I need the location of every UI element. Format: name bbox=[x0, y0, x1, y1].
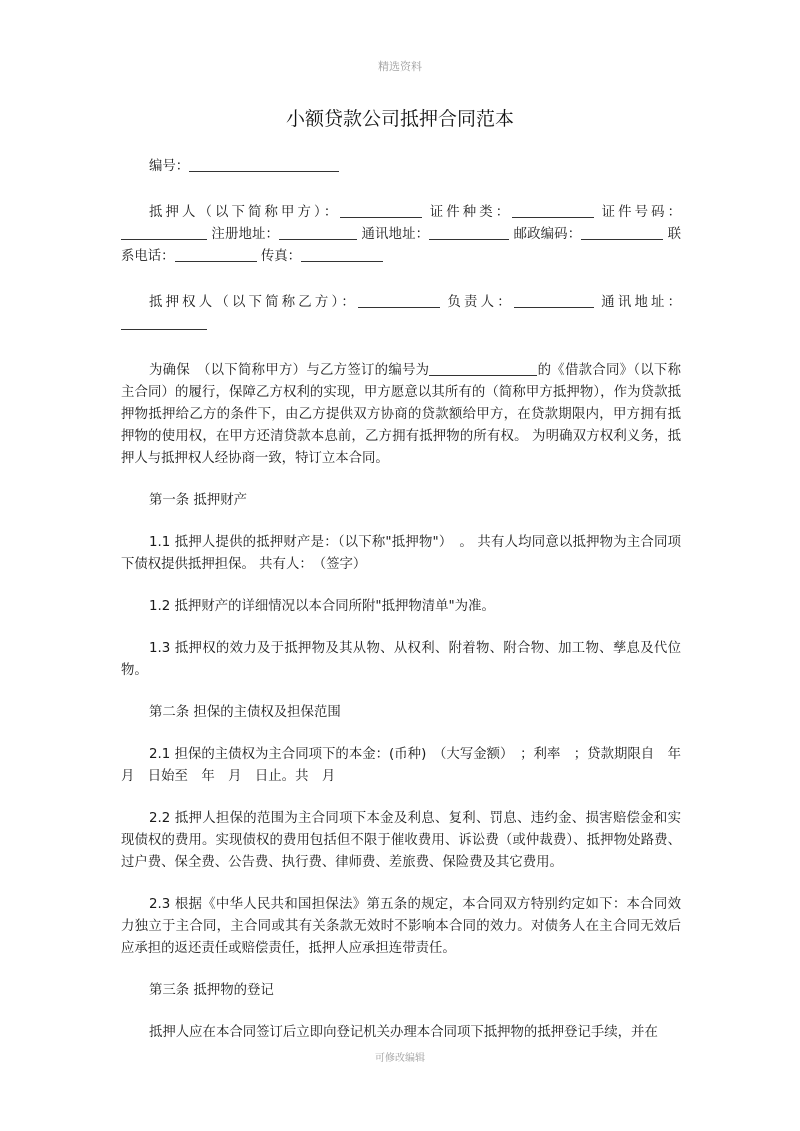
preamble-part-1: 为确保 （以下简称甲方）与乙方签订的编号为 bbox=[149, 363, 430, 378]
party-a-mail-addr-blank[interactable] bbox=[429, 225, 509, 240]
clause-2-2: 2.2 抵押人担保的范围为主合同项下本金及利息、复利、罚息、违约金、损害赔偿金和实现债权的费用。实现债权的费用包括但不限于催收费用、诉讼费（或仲裁费）、抵押物处路费、过户费、保全费、公告费、执行费、律师费、差旅费、保险费及其它费用。 bbox=[121, 811, 681, 870]
document-body bbox=[121, 156, 695, 1044]
article-1-heading: 第一条 抵押财产 bbox=[149, 493, 247, 508]
clause-1-1: 1.1 抵押人提供的抵押财产是：（以下称"抵押物"） 。 共有人均同意以抵押物为主合同项下债权提供抵押担保。 共有人： （签字） bbox=[121, 535, 681, 572]
party-a-id-type-label: 证件种类： bbox=[429, 205, 513, 220]
clause-1-2: 1.2 抵押财产的详细情况以本合同所附"抵押物清单"为准。 bbox=[149, 599, 495, 614]
main-contract-number-blank[interactable] bbox=[429, 361, 537, 376]
article-3-text: 抵押人应在本合同签订后立即向登记机关办理本合同项下抵押物的抵押登记手续，并在 bbox=[149, 1025, 658, 1040]
article-2-heading: 第二条 担保的主债权及担保范围 bbox=[149, 705, 341, 720]
party-b-block bbox=[121, 292, 681, 336]
article-3-heading: 第三条 抵押物的登记 bbox=[149, 983, 274, 998]
party-b-intro: 抵押权人（以下简称乙方）： bbox=[149, 295, 358, 310]
party-b-mail-addr-blank[interactable] bbox=[121, 315, 207, 330]
clause-2-1: 2.1 担保的主债权为主合同项下的本金：(币种) （大写金额） ；利率 ；贷款期限自 年 月 日始至 年 月 日止。共 月 bbox=[121, 747, 695, 784]
document-title: 小额贷款公司抵押合同范本 bbox=[285, 108, 514, 130]
party-a-name-blank[interactable] bbox=[340, 203, 422, 218]
contract-number-line bbox=[121, 156, 681, 178]
party-a-mail-addr-label: 通讯地址： bbox=[361, 227, 430, 242]
contract-number-blank[interactable] bbox=[189, 157, 339, 172]
party-a-fax-blank[interactable] bbox=[301, 247, 383, 262]
clause-2-3: 2.3 根据《中华人民共和国担保法》第五条的规定，本合同双方特别约定如下：本合同效力独立于主合同，主合同或其有关条款无效时不影响本合同的效力。对债务人在主合同无效后应承担的返还责任或赔偿责任，抵押人应承担连带责任。 bbox=[121, 897, 681, 956]
party-a-phone-label: 联系电话： bbox=[121, 227, 682, 264]
party-b-person-label: 负责人： bbox=[447, 295, 514, 310]
party-a-postcode-label: 邮政编码： bbox=[513, 227, 582, 242]
party-a-fax-label: 传真： bbox=[260, 249, 301, 264]
page-header-mark: 精选资料 bbox=[378, 60, 422, 73]
party-a-phone-blank[interactable] bbox=[175, 247, 257, 262]
preamble-paragraph bbox=[121, 360, 681, 470]
contract-number-label: 编号： bbox=[149, 159, 190, 174]
party-a-block bbox=[121, 202, 681, 268]
page-footer-mark: 可修改编辑 bbox=[375, 1053, 425, 1064]
party-b-name-blank[interactable] bbox=[358, 293, 440, 308]
party-a-intro: 抵押人（以下简称甲方）： bbox=[149, 205, 341, 220]
party-b-person-blank[interactable] bbox=[514, 293, 594, 308]
party-a-id-no-label: 证件号码： bbox=[601, 205, 681, 220]
party-a-id-no-blank[interactable] bbox=[121, 225, 207, 240]
party-a-reg-addr-blank[interactable] bbox=[279, 225, 357, 240]
party-b-mail-addr-label: 通讯地址： bbox=[601, 295, 682, 310]
preamble-part-2: 的《借款合同》（以下称主合同）的履行，保障乙方权利的实现，甲方愿意以其所有的（简称甲方抵押物），作为贷款抵押物抵押给乙方的条件下，由乙方提供双方协商的贷款额给甲方，在贷款期限内，甲方拥有抵押物的使用权，在甲方还清贷款本息前，乙方拥有抵押物的所有权。 为明确双方权利义务，抵押人与抵押权人经协商一致，特订立本合同。 bbox=[121, 363, 681, 466]
party-a-postcode-blank[interactable] bbox=[581, 225, 663, 240]
clause-1-3: 1.3 抵押权的效力及于抵押物及其从物、从权利、附着物、附合物、加工物、孳息及代位物。 bbox=[121, 641, 681, 678]
party-a-id-type-blank[interactable] bbox=[512, 203, 594, 218]
party-a-reg-addr-label: 注册地址： bbox=[211, 227, 280, 242]
